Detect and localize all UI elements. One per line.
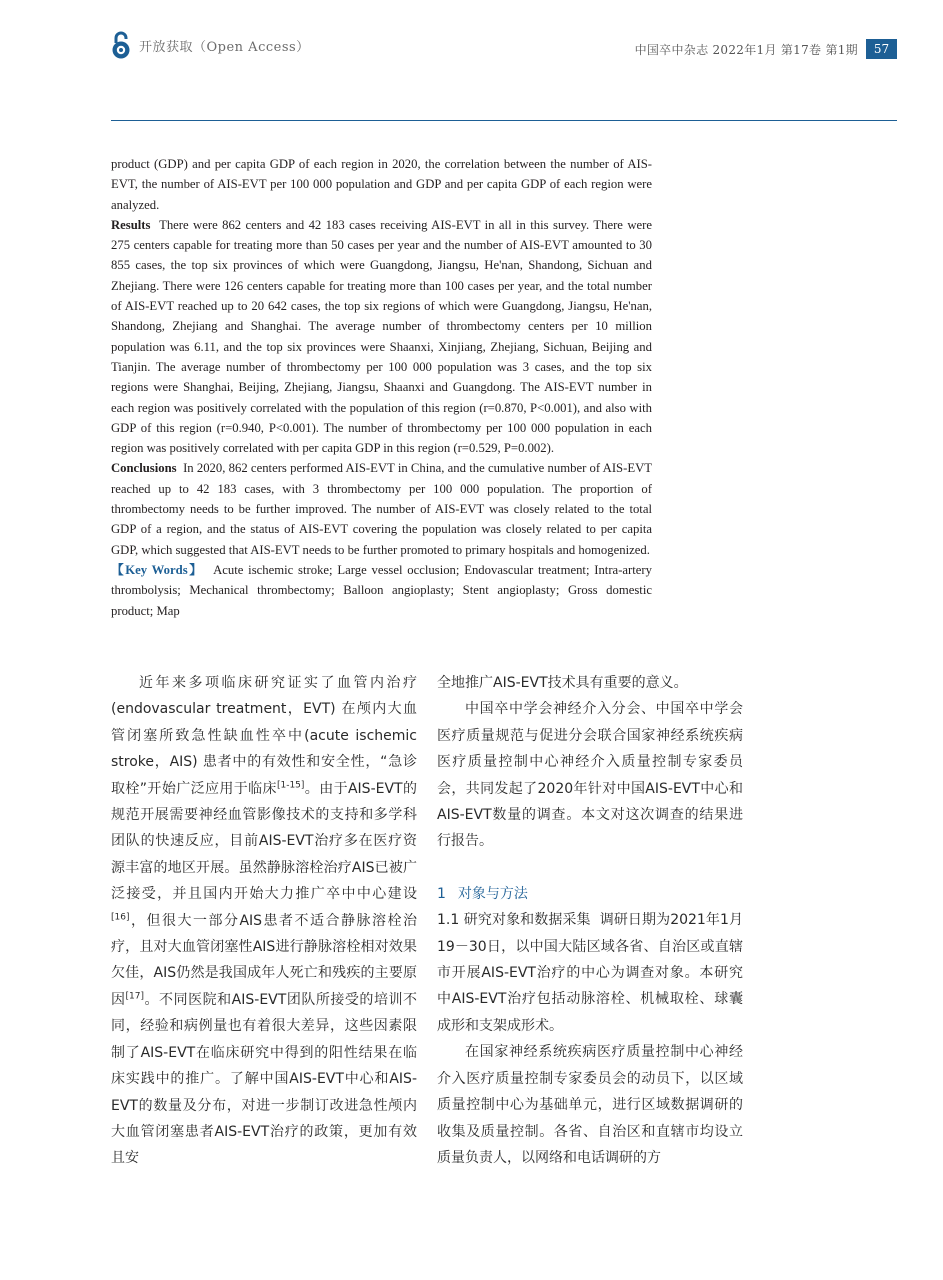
abstract-conclusions [111,458,652,559]
intro-text-c: ，但很大一部分AIS患者不适合静脉溶栓治疗，且对大血管闭塞性AIS进行静脉溶栓相对效果欠佳，AIS仍然是我国成年人死亡和残疾的主要原因 [111,912,417,1008]
conclusions-text: In 2020, 862 centers performed AIS-EVT in China, and the cumulative number of AIS-EVT reached up to 42 183 cases, with 3 thrombectomy per 100 000 population. The proportion of thrombectomy needs to be further improved. The number of AIS-EVT was closely related to the total GDP of a region, and the status of AIS-EVT covering the population was closely related to per capita GDP, which suggested that AIS-EVT needs to be further promoted to primary hospitals and homogenized. [111,461,652,557]
journal-info: 中国卒中杂志 2022年1月 第17卷 第1期 [634,42,858,57]
body-column-left [111,670,417,1172]
intro-text-d: 。不同医院和AIS-EVT团队所接受的培训不同，经验和病例量也有着很大差异，这些因素限制了AIS-EVT在临床研究中得到的阳性结果在临床实践中的推广。了解中国AIS-EVT中心和AIS-EVT的数量及分布，对进一步制订改进急性颅内大血管闭塞患者AIS-EVT治疗的政策，更加有效且安 [111,991,418,1167]
intro-text-b: 。由于AIS-EVT的规范开展需要神经血管影像技术的支持和多学科团队的快速反应，目前AIS-EVT治疗多在医疗资源丰富的地区开展。虽然静脉溶栓治疗AIS已被广泛接受，并且国内开始大力推广卒中中心建设 [111,780,417,903]
results-label: Results [111,217,151,232]
english-abstract [111,154,652,621]
section-number: 1 [437,885,446,902]
abstract-results [111,215,652,459]
abstract-keywords [111,560,652,621]
results-text: There were 862 centers and 42 183 cases receiving AIS-EVT in all in this survey. There were 275 centers capable for treating more than 50 cases per year and the number of AIS-EVT amounted to 30 855 cases, the top six provinces of which were Guangdong, Jiangsu, He'nan, Shandong, Sichuan and Zhejiang. There were 126 centers capable for treating more than 100 cases per year, and the total number of AIS-EVT reached up to 20 642 cases, the top six regions of which were Guangdong, Jiangsu, He'nan, Shandong, Zhejiang and Shanghai. The average number of thrombectomy centers per 10 million population was 6.11, and the top six provinces were Shaanxi, Xinjiang, Zhejiang, Sichuan, Beijing and Tianjin. The average number of thrombectomy per 100 000 population was 3 cases, and the top six regions were Shanghai, Beijing, Zhejiang, Jiangsu, Shaanxi and Guangdong. The AIS-EVT number in each region was positively correlated with the population of this region (r=0.870, P<0.001), and also with GDP of this region (r=0.940, P<0.001). The number of thrombectomy per 100 000 population in each region was positively correlated with per capita GDP in this region (r=0.529, P=0.002). [111,217,652,456]
page-number: 57 [866,39,897,59]
section-title: 对象与方法 [457,885,528,902]
body-column-right [437,670,743,1171]
header-journal [635,39,897,59]
open-access-label: 开放获取（Open Access） [139,39,310,55]
section-heading [437,881,743,907]
reference-17[interactable]: [17] [125,991,145,1002]
header-open-access [111,30,310,60]
intro-paragraph [111,670,417,1172]
methods-text: 调研日期为2021年1月19－30日，以中国大陆区域各省、自治区或直辖市开展AIS-EVT治疗的中心为调查对象。本研究中AIS-EVT治疗包括动脉溶栓、机械取栓、球囊成形和支架成形术。 [437,912,744,1034]
subsection-label: 1.1 研究对象和数据采集 [437,912,591,929]
intro-text-a: 近年来多项临床研究证实了血管内治疗(endovascular treatment，EVT) 在颅内大血管闭塞所致急性缺血性卒中(acute ischemic stroke，AIS) 患者中的有效性和安全性，“急诊取栓”开始广泛应用于临床 [111,675,417,797]
keywords-label: 【Key Words】 [111,562,204,577]
methods-paragraph [437,907,743,1039]
abstract-intro: product (GDP) and per capita GDP of each region in 2020, the correlation between the number of AIS-EVT, the number of AIS-EVT per 100 000 population and GDP and per capita GDP of each region were analyzed. [111,157,652,212]
reference-16[interactable]: [16] [111,912,130,922]
conclusions-label: Conclusions [111,461,177,476]
header-rule [111,120,897,121]
keywords-text: Acute ischemic stroke; Large vessel occlusion; Endovascular treatment; Intra-artery thrombolysis; Mechanical thrombectomy; Balloon angioplasty; Stent angioplasty; Gross domestic product; Map [111,562,652,618]
quality-control-paragraph: 在国家神经系统疾病医疗质量控制中心神经介入医疗质量控制专家委员会的动员下，以区域质量控制中心为基础单元，进行区域数据调研的收集及质量控制。各省、自治区和直辖市均设立质量负责人，以网络和电话调研的方 [437,1044,743,1166]
open-access-lock-icon [111,30,131,60]
survey-paragraph: 中国卒中学会神经介入分会、中国卒中学会医疗质量规范与促进分会联合国家神经系统疾病医疗质量控制中心神经介入质量控制专家委员会，共同发起了2020年针对中国AIS-EVT中心和AIS-EVT数量的调查。本文对这次调查的结果进行报告。 [437,701,743,850]
intro-continuation: 全地推广AIS-EVT技术具有重要的意义。 [437,675,688,691]
reference-1-15[interactable]: [1-15] [276,779,305,790]
